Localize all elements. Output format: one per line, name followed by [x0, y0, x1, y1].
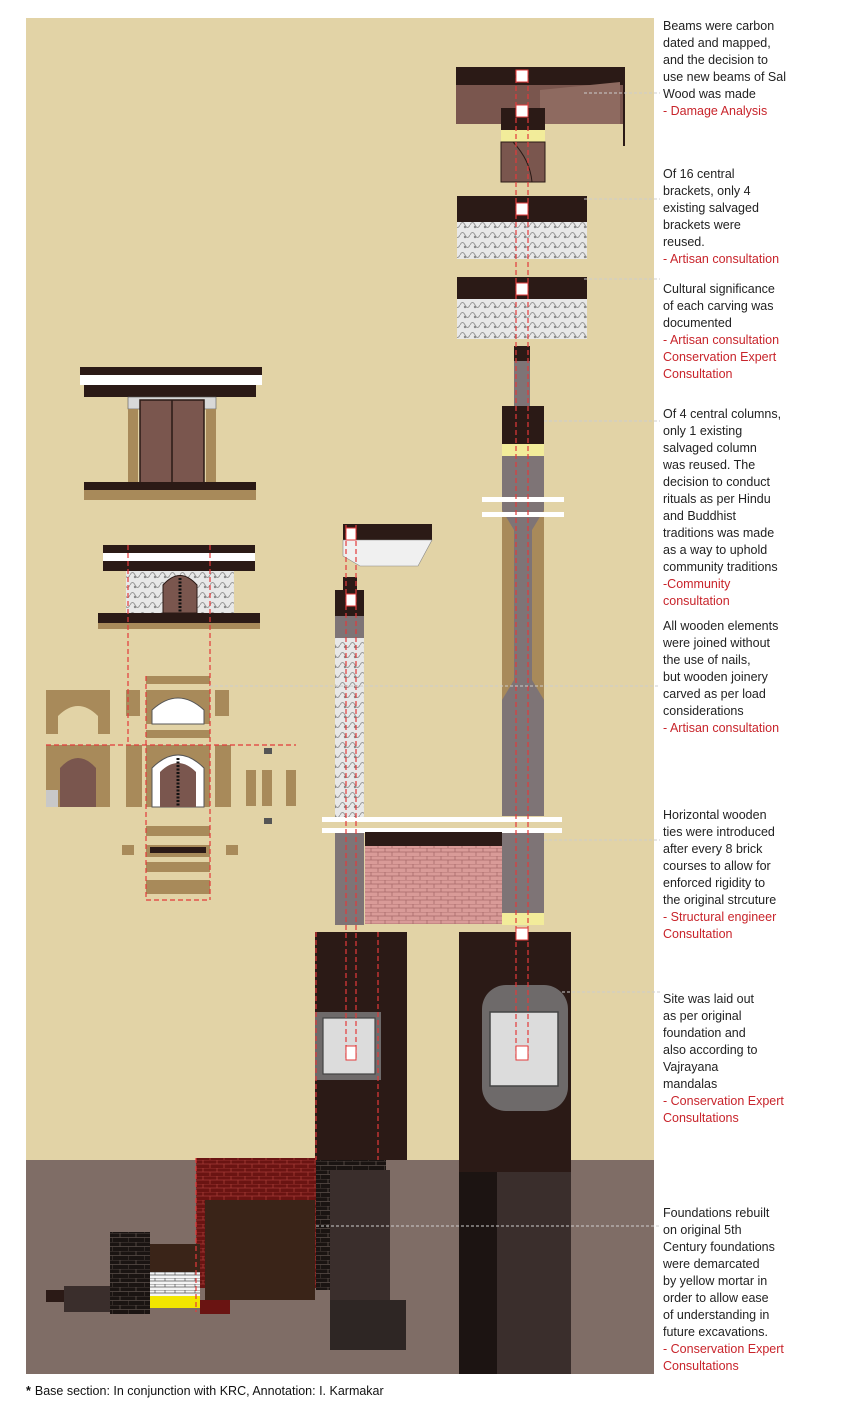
- annotation-beams-source: - Damage Analysis: [663, 104, 768, 118]
- annotation-carvings: [663, 281, 839, 383]
- annotation-brackets-text: Of 16 central brackets, only 4 existing salvaged brackets were reused.: [663, 167, 759, 249]
- annotation-foundations-source: - Conservation Expert Consultations: [663, 1342, 784, 1373]
- annotation-brackets: [663, 166, 839, 268]
- annotation-site: [663, 991, 839, 1127]
- footnote-marker: *: [26, 1384, 31, 1398]
- annotation-beams-text: Beams were carbon dated and mapped, and the decision to use new beams of Sal Wood was made: [663, 19, 786, 101]
- annotation-foundations: [663, 1205, 839, 1375]
- annotation-site-text: Site was laid out as per original foundation and also according to Vajrayana mandalas: [663, 992, 758, 1091]
- annotation-ties: [663, 807, 839, 943]
- annotation-columns-source: -Community consultation: [663, 577, 731, 608]
- annotation-ties-source: - Structural engineer Consultation: [663, 910, 777, 941]
- annotation-beams: [663, 18, 839, 120]
- annotation-carvings-source: - Artisan consultation Conservation Expert Consultation: [663, 333, 780, 381]
- annotation-brackets-source: - Artisan consultation: [663, 252, 780, 266]
- footnote: [26, 1384, 384, 1398]
- annotation-carvings-text: Cultural significance of each carving was documented: [663, 282, 775, 330]
- annotation-joinery-text: All wooden elements were joined without the use of nails, but wooden joinery carved as per load considerations: [663, 619, 779, 718]
- annotation-foundations-text: Foundations rebuilt on original 5th Century foundations were demarcated by yellow mortar in order to allow ease of understanding in future excavations.: [663, 1206, 775, 1339]
- footnote-text: Base section: In conjunction with KRC, Annotation: I. Karmakar: [34, 1384, 384, 1398]
- annotation-joinery: [663, 618, 839, 737]
- annotation-columns: [663, 406, 839, 610]
- annotation-ties-text: Horizontal wooden ties were introduced after every 8 brick courses to allow for enforced rigidity to the original strcuture: [663, 808, 777, 907]
- annotation-joinery-source: - Artisan consultation: [663, 721, 780, 735]
- annotation-columns-text: Of 4 central columns, only 1 existing salvaged column was reused. The decision to conduct rituals as per Hindu and Buddhist traditions was made as a way to uphold community traditions: [663, 407, 782, 574]
- annotation-site-source: - Conservation Expert Consultations: [663, 1094, 784, 1125]
